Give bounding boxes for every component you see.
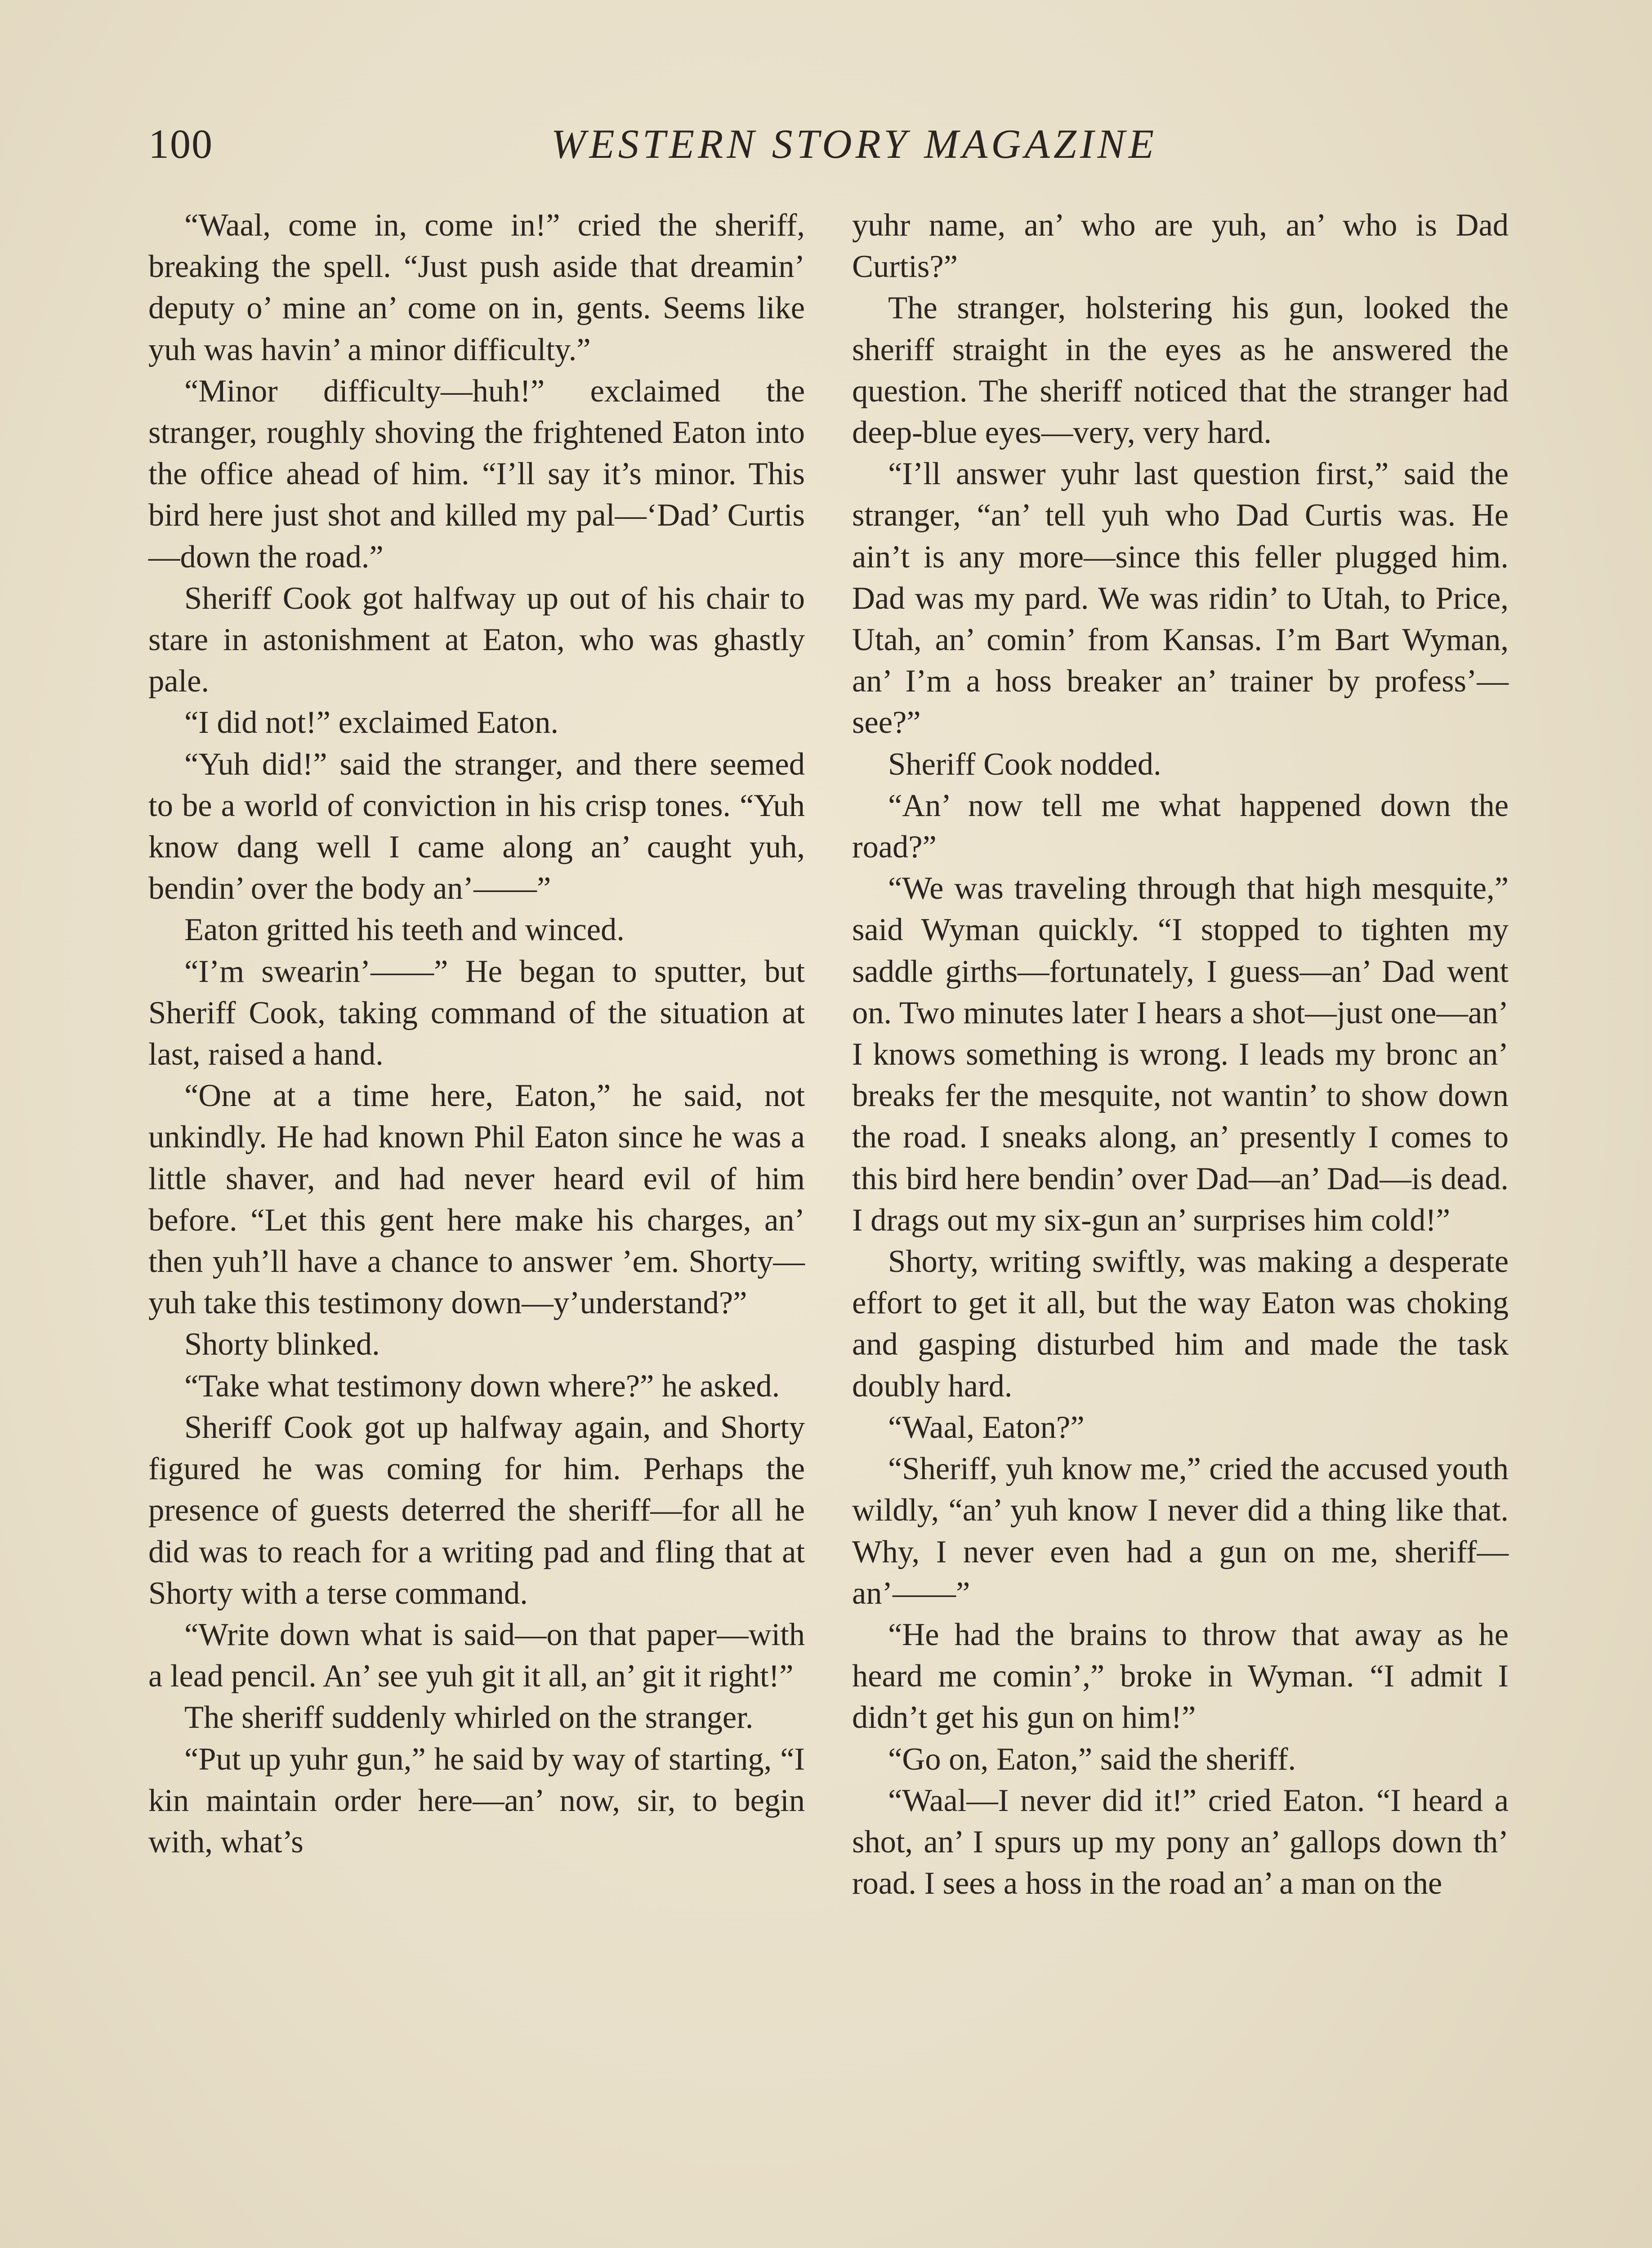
paragraph: Shorty blinked.	[184, 1327, 380, 1362]
right-column	[852, 205, 1509, 1904]
paragraph: “One at a time here, Eaton,” he said, not unkindly. He had known Phil Eaton since he was a little shaver, and had never heard evil of him before. “Let this gent here make his charges, an’ then yuh’ll have a chance to answer ’em. Shorty—yuh take this testimony down—y’understand?”	[148, 1078, 805, 1321]
paragraph: “I’ll answer yuhr last question first,” said the stranger, “an’ tell yuh who Dad Curtis was. He ain’t is any more—since this feller plugged him. Dad was my pard. We was ridin’ to Utah, to Price, Utah, an’ comin’ from Kansas. I’m Bart Wyman, an’ I’m a hoss breaker an’ trainer by profess’—see?”	[852, 456, 1509, 740]
paragraph-continued: yuhr name, an’ who are yuh, an’ who is Dad Curtis?”	[852, 208, 1509, 285]
paragraph: Sheriff Cook got up halfway again, and Shorty figured he was coming for him. Perhaps the presence of guests deterred the sheriff—for all he did was to reach for a writing pad and fling that at Shorty with a terse command.	[148, 1409, 805, 1611]
paragraph: “Waal—I never did it!” cried Eaton. “I heard a shot, an’ I spurs up my pony an’ gallops down th’ road. I sees a hoss in the road an’ a man on the	[852, 1783, 1509, 1901]
paragraph: “Waal, Eaton?”	[888, 1409, 1085, 1445]
paragraph: Shorty, writing swiftly, was making a desperate effort to get it all, but the way Eaton was choking and gasping disturbed him and made the task doubly hard.	[852, 1244, 1509, 1404]
running-header	[148, 115, 1506, 173]
paragraph: “Write down what is said—on that paper—with a lead pencil. An’ see yuh git it all, an’ git it right!”	[148, 1617, 805, 1694]
paragraph: “Yuh did!” said the stranger, and there seemed to be a world of conviction in his crisp tones. “Yuh know dang well I came along an’ caught yuh, bendin’ over the body an’——”	[148, 746, 805, 906]
paragraph: “Waal, come in, come in!” cried the sheriff, breaking the spell. “Just push aside that dreamin’ deputy o’ mine an’ come on in, gents. Seems like yuh was havin’ a minor difficulty.”	[148, 208, 805, 367]
paragraph: “Take what testimony down where?” he asked.	[184, 1368, 780, 1404]
paragraph: “Minor difficulty—huh!” exclaimed the stranger, roughly shoving the frightened Eaton into the office ahead of him. “I’ll say it’s minor. This bird here just shot and killed my pal—‘Dad’ Curtis—down the road.”	[148, 373, 805, 575]
paragraph: “We was traveling through that high mesquite,” said Wyman quickly. “I stopped to tighten my saddle girths—fortunately, I guess—an’ Dad went on. Two minutes later I hears a shot—just one—an’ I knows something is wrong. I leads my bronc an’ breaks fer the mesquite, not wantin’ to show down the road. I sneaks along, an’ presently I comes to this bird here bendin’ over Dad—an’ Dad—is dead. I drags out my six-gun an’ surprises him cold!”	[852, 871, 1509, 1238]
left-column	[148, 205, 805, 1863]
paragraph: The sheriff suddenly whirled on the stranger.	[184, 1700, 754, 1735]
paragraph: “I did not!” exclaimed Eaton.	[184, 705, 558, 740]
paragraph: The stranger, holstering his gun, looked the sheriff straight in the eyes as he answered the question. The sheriff noticed that the stranger had deep-blue eyes—very, very hard.	[852, 290, 1509, 450]
paragraph: “He had the brains to throw that away as he heard me comin’,” broke in Wyman. “I admit I didn’t get his gun on him!”	[852, 1617, 1509, 1735]
magazine-title: WESTERN STORY MAGAZINE	[551, 121, 1158, 167]
paragraph: “Put up yuhr gun,” he said by way of starting, “I kin maintain order here—an’ now, sir, to begin with, what’s	[148, 1741, 805, 1860]
paragraph: Eaton gritted his teeth and winced.	[184, 912, 625, 948]
page-number: 100	[148, 121, 213, 167]
paragraph: Sheriff Cook got halfway up out of his chair to stare in astonishment at Eaton, who was ghastly pale.	[148, 580, 805, 699]
paragraph: “Go on, Eaton,” said the sheriff.	[888, 1741, 1296, 1777]
paragraph: “I’m swearin’——” He began to sputter, but Sheriff Cook, taking command of the situation at last, raised a hand.	[148, 954, 805, 1072]
paragraph: Sheriff Cook nodded.	[888, 746, 1161, 782]
paragraph: “Sheriff, yuh know me,” cried the accused youth wildly, “an’ yuh know I never did a thing like that. Why, I never even had a gun on me, sheriff—an’——”	[852, 1451, 1509, 1611]
paragraph: “An’ now tell me what happened down the road?”	[852, 788, 1509, 865]
